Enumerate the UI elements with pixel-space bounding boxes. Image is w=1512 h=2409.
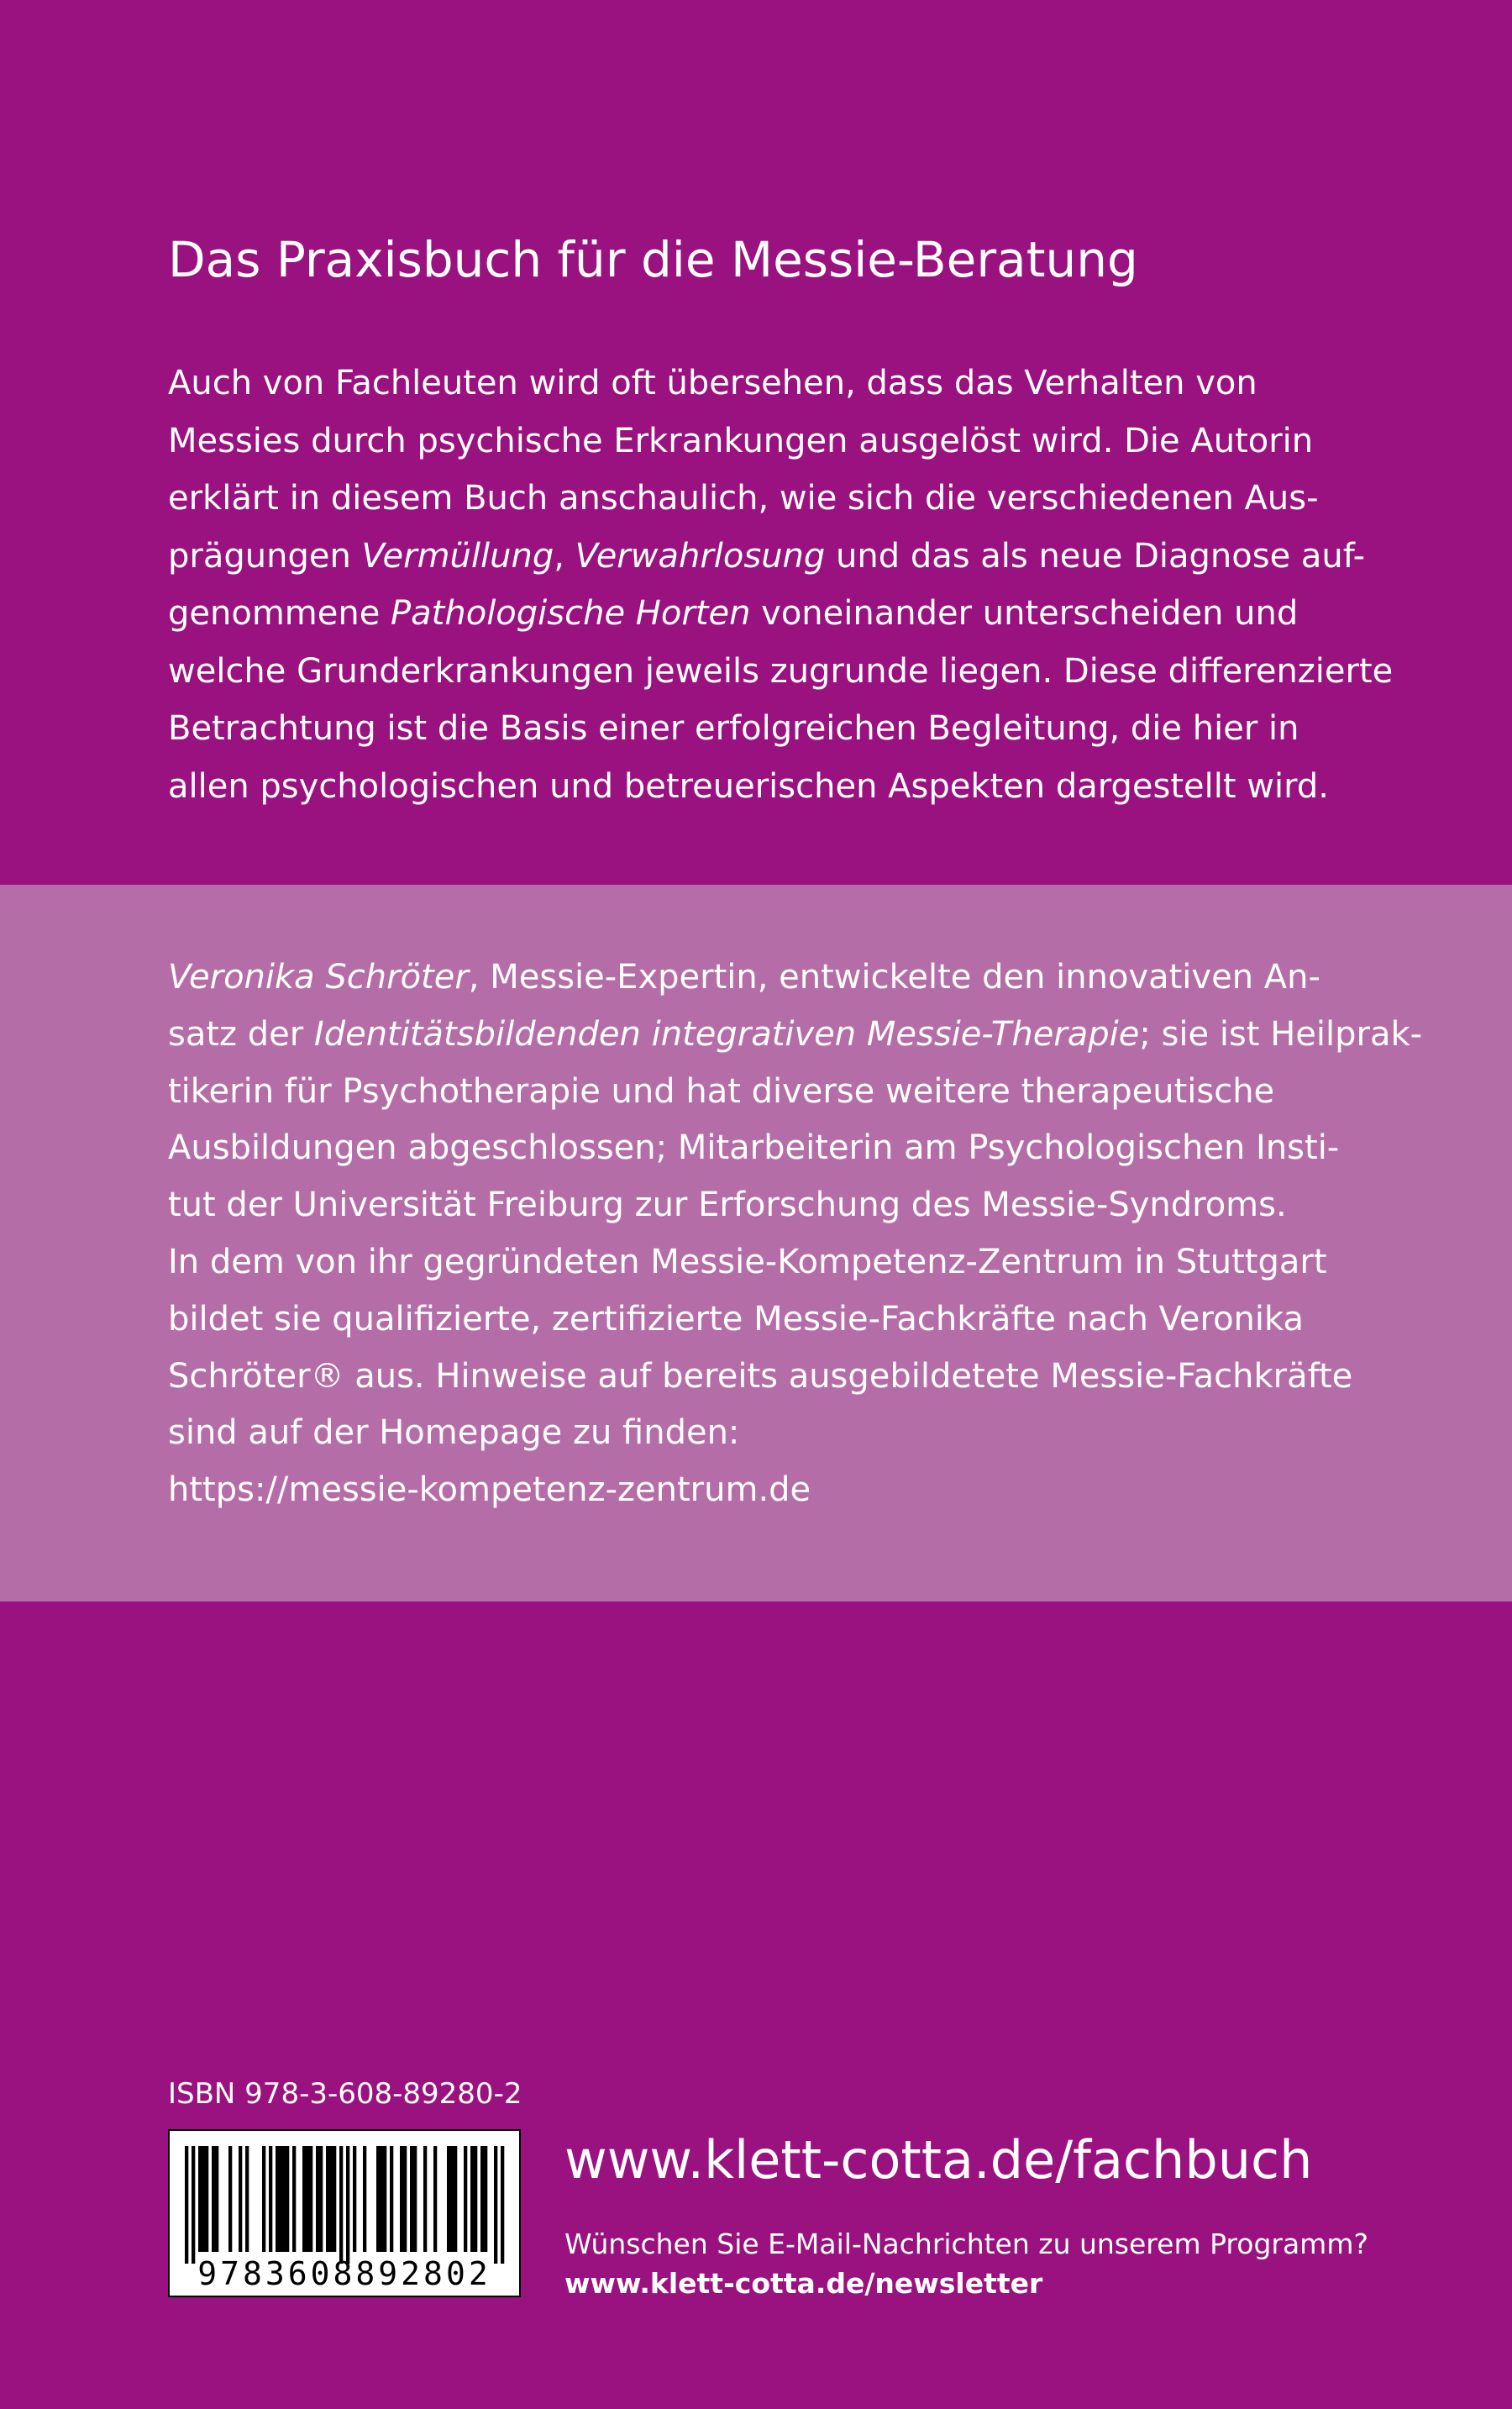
barcode-bar <box>292 2146 296 2252</box>
barcode-bar <box>192 2146 195 2264</box>
barcode-bar <box>470 2146 474 2252</box>
barcode-bar <box>306 2146 309 2252</box>
publisher-website-link[interactable]: www.klett-cotta.de/fachbuch <box>564 2129 1313 2191</box>
blurb-text-run: und das als neue Diagnose auf- <box>825 536 1366 576</box>
barcode-bar <box>484 2146 487 2252</box>
bio-text-run: satz der <box>168 1014 314 1054</box>
barcode-bar <box>433 2146 437 2252</box>
bio-line <box>168 1007 1423 1064</box>
barcode-bar <box>383 2146 386 2252</box>
barcode-bar <box>346 2146 349 2264</box>
newsletter-link[interactable]: www.klett-cotta.de/newsletter <box>564 2267 1043 2300</box>
barcode-bar <box>410 2146 413 2252</box>
bio-line: Ausbildungen abgeschlossen; Mitarbeiterin am Psychologischen Insti- <box>168 1128 1340 1168</box>
barcode-bar <box>245 2146 249 2252</box>
barcode-bar <box>185 2146 188 2264</box>
barcode-bar <box>269 2146 272 2252</box>
newsletter-question: Wünschen Sie E-Mail-Nachrichten zu unserem Programm? <box>564 2228 1368 2260</box>
barcode-bar <box>454 2146 457 2252</box>
blurb-line: welche Grunderkrankungen jeweils zugrunde liegen. Diese differenzierte <box>168 651 1394 691</box>
barcode-bar <box>239 2146 242 2252</box>
barcode-bar <box>400 2146 403 2252</box>
headline: Das Praxisbuch für die Messie-Beratung <box>168 231 1138 288</box>
author-name: Veronika Schröter <box>168 958 469 997</box>
barcode-bar <box>279 2146 282 2252</box>
barcode-bar <box>302 2146 306 2252</box>
isbn-label: ISBN 978-3-608-89280-2 <box>168 2077 522 2111</box>
blurb-line <box>168 528 1369 586</box>
blurb-line: Auch von Fachleuten wird oft übersehen, dass das Verhalten von <box>168 364 1257 402</box>
barcode-bar <box>202 2146 205 2252</box>
barcode-bar <box>228 2146 232 2252</box>
barcode-bar <box>380 2146 383 2252</box>
barcode-bar <box>262 2146 265 2252</box>
bio-line: bildet sie qualifizierte, zertifizierte Messie-Fachkräfte nach Veronika <box>168 1299 1304 1339</box>
blurb-text <box>168 355 1394 815</box>
barcode-bar <box>276 2146 279 2252</box>
barcode-bar <box>353 2146 356 2252</box>
barcode-bar <box>464 2146 467 2252</box>
blurb-line: erklärt in diesem Buch anschaulich, wie sich die verschiedenen Aus- <box>168 479 1319 518</box>
barcode-bar <box>339 2146 343 2264</box>
blurb-text-run: genommene <box>168 594 391 633</box>
blurb-text-run: prägungen <box>168 536 362 576</box>
barcode-bar <box>494 2146 497 2264</box>
barcode-bar <box>501 2146 504 2264</box>
author-bio <box>168 949 1423 1519</box>
barcode-bar <box>423 2146 427 2252</box>
term-verwahrlosung: Verwahrlosung <box>575 536 826 576</box>
barcode-bar <box>198 2146 202 2252</box>
bio-line <box>168 949 1369 1007</box>
barcode-bar <box>329 2146 333 2252</box>
bio-line: tikerin für Psychotherapie und hat diverse weitere therapeutische <box>168 1071 1275 1111</box>
barcode-bar <box>450 2146 454 2252</box>
barcode-bar <box>316 2146 319 2252</box>
blurb-line: Betrachtung ist die Basis einer erfolgreichen Begleitung, die hier in <box>168 709 1299 748</box>
homepage-link[interactable]: https://messie-kompetenz-zentrum.de <box>168 1470 811 1510</box>
bio-line: In dem von ihr gegründeten Messie-Kompetenz-Zentrum in Stuttgart <box>168 1242 1327 1281</box>
bio-line: sind auf der Homepage zu finden: <box>168 1413 740 1453</box>
blurb-text-run: , <box>554 536 575 576</box>
barcode-bar <box>403 2146 407 2252</box>
barcode-bar <box>413 2146 417 2252</box>
barcode-bar <box>309 2146 312 2252</box>
barcode-bar <box>286 2146 289 2252</box>
barcode-bar <box>333 2146 336 2252</box>
barcode-bar <box>282 2146 286 2252</box>
term-pathologische-horten: Pathologische Horten <box>391 594 751 633</box>
barcode-digits: 9783608892802 <box>197 2255 491 2292</box>
blurb-line: allen psychologischen und betreuerischen Aspekten dargestellt wird. <box>168 766 1329 806</box>
bio-text-run: , Messie-Expertin, entwickelte den innovativen An- <box>468 958 1320 997</box>
blurb-line: Messies durch psychische Erkrankungen ausgelöst wird. Die Autorin <box>168 421 1314 460</box>
term-vermuellung: Vermüllung <box>361 536 554 576</box>
barcode-bar <box>363 2146 366 2252</box>
blurb-text-run: voneinander unterscheiden und <box>750 594 1299 633</box>
barcode-bar <box>319 2146 323 2252</box>
bio-line: Schröter® aus. Hinweise auf bereits ausgebildetete Messie-Fachkräfte <box>168 1356 1353 1396</box>
therapy-name: Identitätsbildenden integrativen Messie-Therapie <box>313 1014 1140 1054</box>
barcode-bar <box>474 2146 477 2252</box>
barcode-bar <box>212 2146 215 2252</box>
barcode-bar <box>205 2146 208 2252</box>
barcode-bar <box>390 2146 393 2252</box>
bio-text-run: ; sie ist Heilprak- <box>1139 1014 1423 1054</box>
blurb-line <box>168 585 1369 643</box>
bio-line: tut der Universität Freiburg zur Erforschung des Messie-Syndroms. <box>168 1186 1287 1225</box>
barcode-bar <box>480 2146 484 2252</box>
barcode-bar <box>326 2146 329 2252</box>
barcode-bar <box>447 2146 450 2252</box>
barcode-bar <box>215 2146 218 2252</box>
barcode-bar <box>376 2146 380 2252</box>
barcode <box>168 2129 521 2297</box>
